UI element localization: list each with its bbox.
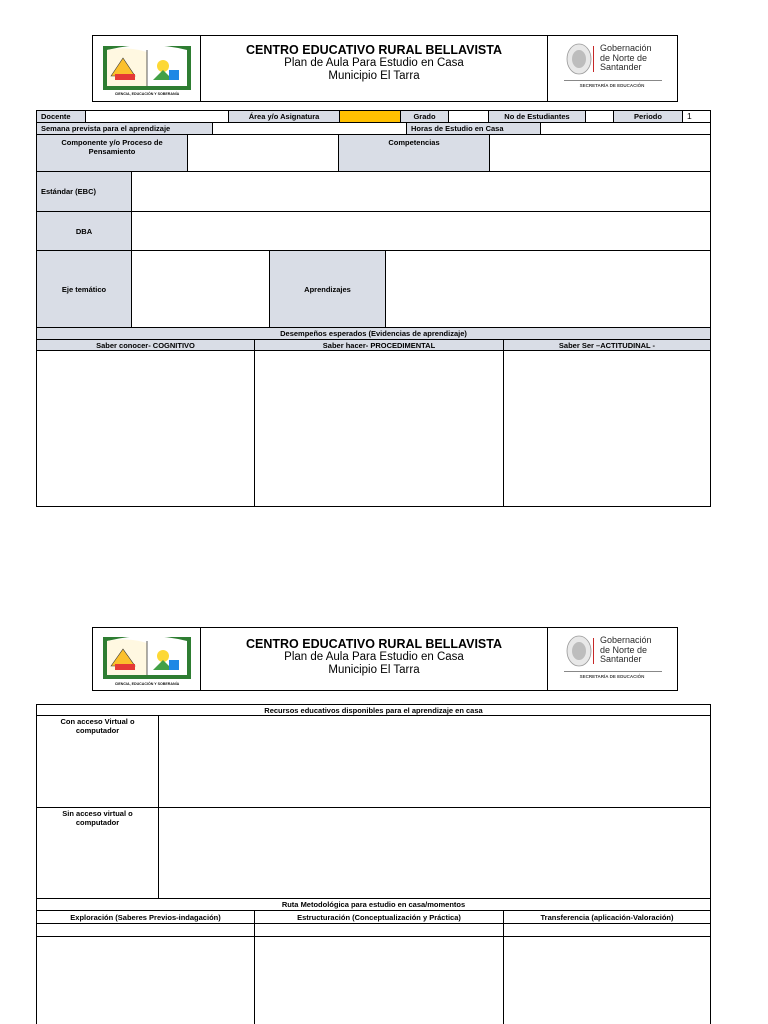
semana-field[interactable] xyxy=(212,123,406,134)
gob-line3-2: Santander xyxy=(600,654,642,664)
periodo-value[interactable]: 1 xyxy=(682,111,710,122)
estructuracion-header: Estructuración (Conceptualización y Práctica) xyxy=(254,911,503,923)
school-logo-box-1 xyxy=(93,36,201,101)
header-box-1 xyxy=(92,35,678,102)
gob-name-1 xyxy=(600,44,652,73)
sin-acceso-label: Sin acceso virtual o computador xyxy=(62,809,133,827)
area-label: Área y/o Asignatura xyxy=(228,111,339,122)
header-box-2 xyxy=(92,627,678,691)
grado-field[interactable] xyxy=(448,111,488,122)
estandar-label: Estándar (EBC) xyxy=(37,172,131,211)
gob-line2-1: de Norte de xyxy=(600,52,648,63)
competencias-label: Competencias xyxy=(338,135,489,171)
docente-label: Docente xyxy=(37,111,85,122)
con-acceso-label: Con acceso Virtual o computador xyxy=(60,717,135,735)
horas-field[interactable] xyxy=(540,123,710,134)
aprendizajes-field[interactable] xyxy=(385,251,710,327)
estructuracion-sub-field[interactable] xyxy=(254,924,503,936)
gob-line3-1: Santander xyxy=(600,62,642,72)
dba-label: DBA xyxy=(37,212,131,250)
con-acceso-field[interactable] xyxy=(158,716,710,807)
exploracion-field[interactable] xyxy=(37,937,254,1024)
sin-acceso-field[interactable] xyxy=(158,808,710,898)
estructuracion-field[interactable] xyxy=(254,937,503,1024)
logo-caption-2: CIENCIA, EDUCACIÓN Y SOBERANÍA xyxy=(114,682,180,686)
recursos-header: Recursos educativos disponibles para el aprendizaje en casa xyxy=(36,704,711,716)
gob-logo-box-2 xyxy=(547,628,677,690)
transferencia-header: Transferencia (aplicación-Valoración) xyxy=(503,911,710,923)
eje-field[interactable] xyxy=(131,251,269,327)
area-field[interactable] xyxy=(339,111,400,122)
header-text-2 xyxy=(201,638,547,677)
gob-subtitle-1: SECRETARÍA DE EDUCACIÓN xyxy=(579,83,645,88)
grado-label: Grado xyxy=(400,111,448,122)
procedimental-field[interactable] xyxy=(254,351,503,506)
school-title-2: CENTRO EDUCATIVO RURAL BELLAVISTA xyxy=(245,637,503,651)
gob-shield-icon-2 xyxy=(564,634,594,668)
gob-subtitle-2: SECRETARÍA DE EDUCACIÓN xyxy=(579,674,645,679)
docente-field[interactable] xyxy=(85,111,228,122)
gob-line1-2: Gobernación xyxy=(600,635,652,645)
cognitivo-field[interactable] xyxy=(37,351,254,506)
ruta-header: Ruta Metodológica para estudio en casa/momentos xyxy=(36,898,711,911)
estandar-field[interactable] xyxy=(131,172,710,211)
gob-logo-box-1 xyxy=(547,36,677,101)
transferencia-sub-field[interactable] xyxy=(503,924,710,936)
plan-subtitle-1: Plan de Aula Para Estudio en Casa xyxy=(284,57,464,69)
aprendizajes-label: Aprendizajes xyxy=(269,251,385,327)
gob-line2-2: de Norte de xyxy=(600,644,648,655)
componente-label: Componente y/o Proceso de Pensamiento xyxy=(37,135,187,171)
competencias-field[interactable] xyxy=(489,135,710,171)
municipality-2: Municipio El Tarra xyxy=(328,664,420,676)
periodo-label: Periodo xyxy=(613,111,682,122)
horas-label: Horas de Estudio en Casa xyxy=(406,123,540,134)
cognitivo-header: Saber conocer- COGNITIVO xyxy=(37,340,254,350)
actitudinal-field[interactable] xyxy=(503,351,710,506)
actitudinal-header: Saber Ser –ACTITUDINAL - xyxy=(503,340,710,350)
transferencia-field[interactable] xyxy=(503,937,710,1024)
logo-caption-1: CIENCIA, EDUCACIÓN Y SOBERANÍA xyxy=(114,92,180,96)
componente-field[interactable] xyxy=(187,135,338,171)
gob-divider-2 xyxy=(564,671,662,672)
no-estudiantes-field[interactable] xyxy=(585,111,613,122)
exploracion-header: Exploración (Saberes Previos-indagación) xyxy=(70,912,221,922)
desempenos-header: Desempeños esperados (Evidencias de aprendizaje) xyxy=(36,327,711,340)
header-text-1 xyxy=(201,44,547,83)
no-estudiantes-label: No de Estudiantes xyxy=(488,111,585,122)
procedimental-header: Saber hacer- PROCEDIMENTAL xyxy=(254,340,503,350)
municipality-1: Municipio El Tarra xyxy=(328,70,420,82)
exploracion-sub-field[interactable] xyxy=(37,924,254,936)
eje-label: Eje temático xyxy=(37,251,131,327)
semana-label: Semana prevista para el aprendizaje xyxy=(37,123,212,134)
dba-field[interactable] xyxy=(131,212,710,250)
gob-name-2 xyxy=(600,636,652,665)
gob-shield-icon-1 xyxy=(564,42,594,76)
school-title-1: CENTRO EDUCATIVO RURAL BELLAVISTA xyxy=(245,43,503,57)
gob-line1-1: Gobernación xyxy=(600,43,652,53)
school-logo-box-2 xyxy=(93,628,201,690)
gob-divider-1 xyxy=(564,80,662,81)
plan-subtitle-2: Plan de Aula Para Estudio en Casa xyxy=(284,651,464,663)
